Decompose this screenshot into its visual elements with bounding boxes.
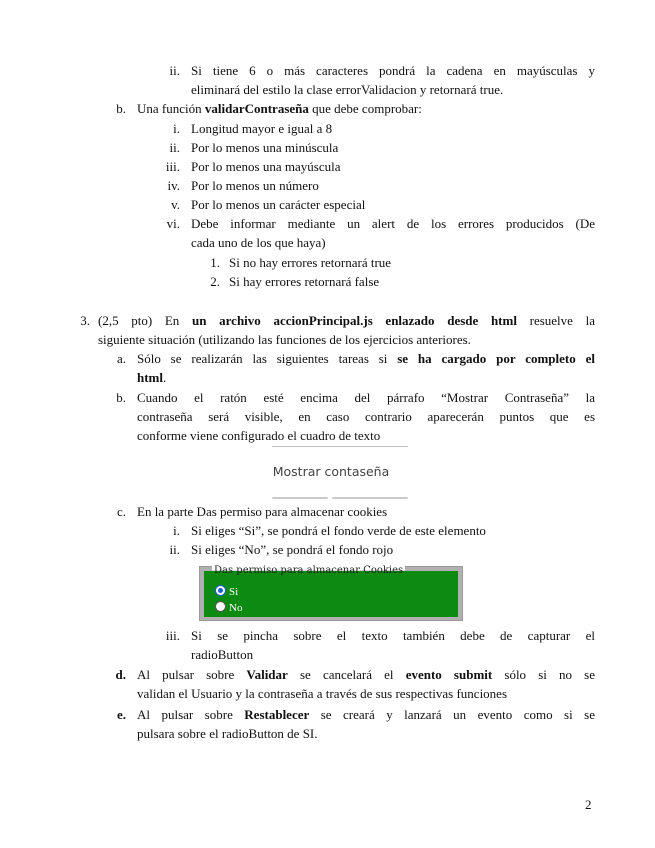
emphasis: html — [137, 370, 163, 385]
radio-label-no[interactable]: No — [229, 602, 243, 614]
emphasis: Restablecer — [244, 707, 310, 722]
text: Al pulsar sobre — [137, 707, 245, 722]
radio-button-no[interactable] — [215, 601, 226, 612]
list-marker: v. — [171, 197, 180, 212]
list-marker — [110, 665, 126, 685]
paragraph-line — [137, 665, 595, 685]
paragraph-line — [137, 349, 595, 369]
radio-button-si[interactable] — [215, 585, 226, 596]
list-item: Si eliges “Si”, se pondrá el fondo verde de este elemento — [191, 523, 486, 538]
marker-bold: e. — [116, 707, 126, 722]
marker-bold: d. — [115, 667, 126, 682]
text: Al pulsar sobre — [137, 667, 247, 682]
paragraph-line: contraseña será visible, en caso contrario aparecerán puntos que es — [137, 409, 595, 424]
radio-label-si[interactable]: Si — [229, 586, 239, 598]
mostrar-contrasena-label[interactable]: Mostrar contaseña — [272, 464, 390, 479]
radio-option-si[interactable] — [215, 585, 238, 599]
list-item: Por lo menos un carácter especial — [191, 197, 366, 212]
list-marker: iii. — [165, 628, 180, 643]
paragraph-line: siguiente situación (utilizando las funciones de los ejercicios anteriores. — [98, 332, 471, 347]
list-item: Por lo menos una minúscula — [191, 140, 339, 155]
emphasis: se ha cargado por completo el — [397, 351, 595, 366]
divider — [332, 497, 408, 499]
list-item: Si no hay errores retornará true — [229, 255, 392, 270]
list-marker: 1. — [210, 255, 220, 270]
list-marker: ii. — [169, 542, 180, 557]
cookies-fieldset — [199, 566, 463, 621]
text: que debe comprobar: — [308, 101, 422, 116]
emphasis: evento submit — [405, 667, 493, 682]
paragraph-line: validan el Usuario y la contraseña a través de sus respectivas funciones — [137, 686, 508, 701]
list-marker: c. — [116, 504, 126, 519]
text: (2,5 pto) En — [98, 313, 192, 328]
page-number: 2 — [585, 797, 592, 812]
radio-option-no[interactable] — [215, 601, 242, 615]
paragraph-line — [137, 99, 597, 119]
list-marker: ii. — [169, 140, 180, 155]
list-marker: i. — [173, 523, 180, 538]
paragraph-line: Si se pincha sobre el texto también debe de capturar el — [191, 628, 595, 643]
paragraph-line: pulsara sobre el radioButton de SI. — [137, 726, 318, 741]
paragraph-line — [137, 368, 595, 388]
paragraph-line: conforme viene configurado el cuadro de texto — [137, 428, 381, 443]
list-marker — [110, 705, 126, 725]
paragraph-line: Debe informar mediante un alert de los errores producidos (De — [191, 216, 595, 231]
paragraph-line: Si tiene 6 o más caracteres pondrá la cadena en mayúsculas y — [191, 63, 595, 78]
emphasis: un archivo accionPrincipal.js enlazado desde html — [192, 313, 517, 328]
list-marker: b. — [116, 101, 126, 116]
text: . — [163, 370, 167, 385]
list-marker: a. — [116, 351, 126, 366]
fieldset-background — [204, 571, 458, 617]
text: sólo si no se — [492, 667, 596, 682]
text: Una función — [137, 101, 205, 116]
text: se cancelará el — [287, 667, 406, 682]
paragraph-line: Cuando el ratón esté encima del párrafo “Mostrar Contraseña” la — [137, 390, 595, 405]
text: Sólo se realizarán las siguientes tareas si — [137, 351, 398, 366]
divider — [272, 497, 328, 499]
paragraph-line: radioButton — [191, 647, 254, 662]
mostrar-contrasena-screenshot — [272, 446, 410, 500]
list-marker: i. — [173, 121, 180, 136]
paragraph-line: En la parte Das permiso para almacenar cookies — [137, 504, 388, 519]
fieldset-legend: Das permiso para almacenar Cookies — [214, 565, 404, 576]
list-marker: iii. — [165, 159, 180, 174]
text: resuelve la — [516, 313, 595, 328]
list-marker: vi. — [166, 216, 180, 231]
list-marker: ii. — [169, 63, 180, 78]
emphasis: Validar — [246, 667, 288, 682]
list-marker: iv. — [167, 178, 180, 193]
list-marker: 3. — [80, 313, 90, 328]
list-marker: 2. — [210, 274, 220, 289]
list-item: Por lo menos una mayúscula — [191, 159, 341, 174]
list-marker: b. — [116, 390, 126, 405]
function-name: validarContraseña — [204, 101, 309, 116]
divider — [272, 446, 408, 447]
list-item: Si hay errores retornará false — [229, 274, 380, 289]
list-item: Por lo menos un número — [191, 178, 319, 193]
paragraph-line — [98, 311, 595, 331]
paragraph-line: cada uno de los que haya) — [191, 235, 326, 250]
list-item: Si eliges “No”, se pondrá el fondo rojo — [191, 542, 394, 557]
paragraph-line — [137, 705, 595, 725]
text: se creará y lanzará un evento como si se — [309, 707, 595, 722]
list-item: Longitud mayor e igual a 8 — [191, 121, 333, 136]
paragraph-line: eliminará del estilo la clase errorValidacion y retornará true. — [191, 82, 504, 97]
